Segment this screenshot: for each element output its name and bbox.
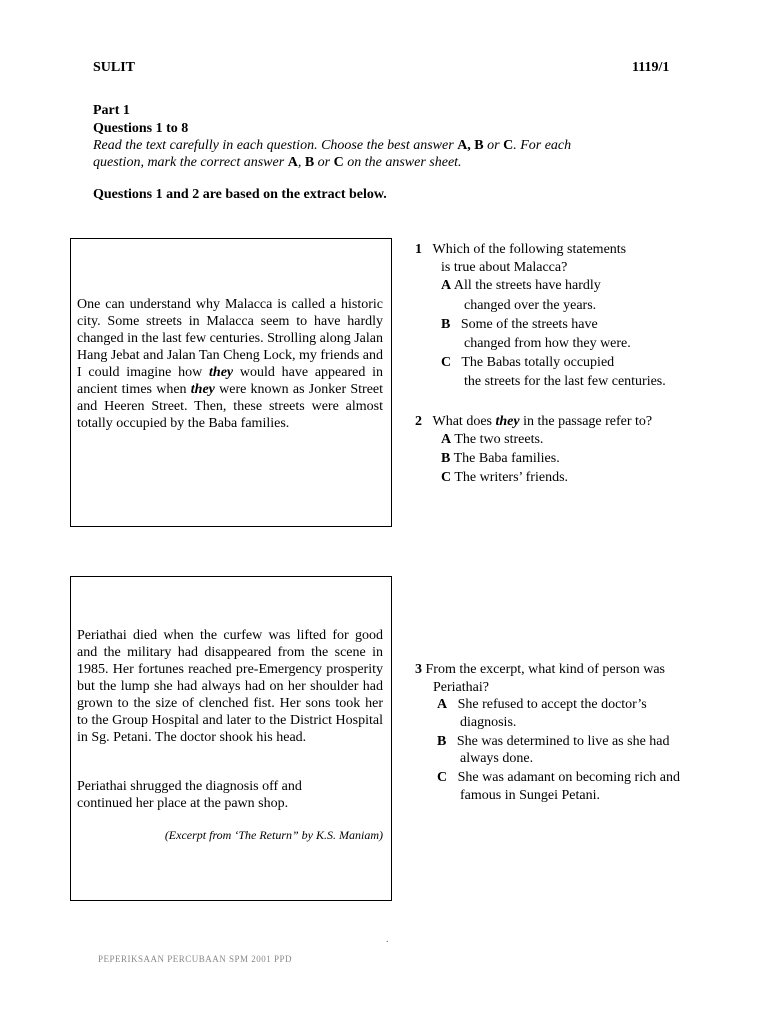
q3-option-c-line2: famous in Sungei Petani. xyxy=(460,788,600,803)
question-1: 1 Which of the following statements xyxy=(415,242,627,257)
page-dot: . xyxy=(386,934,389,945)
header-paper-code: 1119/1 xyxy=(632,60,670,75)
question-1-stem-line2: is true about Malacca? xyxy=(441,260,568,275)
passage-2-para1: Periathai died when the curfew was lifted for good and the military had disappeared from the scene in 1985. Her fortunes reached pre-Emergency prosperity but the lump she had always had on her shoulder had grown to the size of clenched fist. Her sons took her to the Group Hospital and later to the District Hospital in Sg. Petani. The doctor shook his head. xyxy=(77,628,383,745)
passage-2-citation: (Excerpt from ‘The Return” by K.S. Maniam) xyxy=(164,828,383,842)
q2-option-a[interactable]: A The two streets. xyxy=(441,432,544,447)
q1-option-a[interactable]: A All the streets have hardly xyxy=(441,278,601,293)
q2-option-c[interactable]: C The writers’ friends. xyxy=(441,470,569,485)
q1-option-c[interactable]: C The Babas totally occupied xyxy=(441,355,615,370)
q2-option-b[interactable]: B The Baba families. xyxy=(441,451,560,466)
part-title: Part 1 xyxy=(93,103,130,118)
q1-option-b[interactable]: B Some of the streets have xyxy=(441,317,598,332)
q1-option-b-line2: changed from how they were. xyxy=(464,336,631,351)
instructions: Read the text carefully in each question. Choose the best answer A, B or C. For each question, mark the correct answer A, B or C on the answer sheet. xyxy=(93,138,572,170)
questions-range: Questions 1 to 8 xyxy=(93,121,189,136)
question-3: 3 From the excerpt, what kind of person was xyxy=(415,662,665,677)
passage-1-text: One can understand why Malacca is called a historic city. Some streets in Malacca seem to have hardly changed in the last few centuries. Strolling along Jalan Hang Jebat and Jalan Tan Cheng Lock, my friends and I could imagine how they would have appeared in ancient times when they were known as Jonker Street and Heeren Street. Then, these streets were almost totally occupied by the Baba families. xyxy=(77,297,384,431)
footer-text: PEPERIKSAAN PERCUBAAN SPM 2001 PPD xyxy=(98,954,293,962)
q1-option-c-line2: the streets for the last few centuries. xyxy=(464,374,666,389)
q3-option-c[interactable]: C She was adamant on becoming rich and xyxy=(437,770,681,785)
question-2: 2 What does they in the passage refer to? xyxy=(415,414,653,429)
q3-option-a[interactable]: A She refused to accept the doctor’s xyxy=(437,697,647,712)
passage-2-para2: Periathai shrugged the diagnosis off and continued her place at the pawn shop. xyxy=(77,779,302,811)
question-3-stem-line2: Periathai? xyxy=(433,680,489,695)
q3-option-a-line2: diagnosis. xyxy=(460,715,517,730)
header-sulit: SULIT xyxy=(93,60,136,75)
q3-option-b-line2: always done. xyxy=(460,751,534,766)
q3-option-b[interactable]: B She was determined to live as she had xyxy=(437,734,670,749)
q1-option-a-line2: changed over the years. xyxy=(464,298,597,313)
based-on-note: Questions 1 and 2 are based on the extract below. xyxy=(93,187,387,202)
